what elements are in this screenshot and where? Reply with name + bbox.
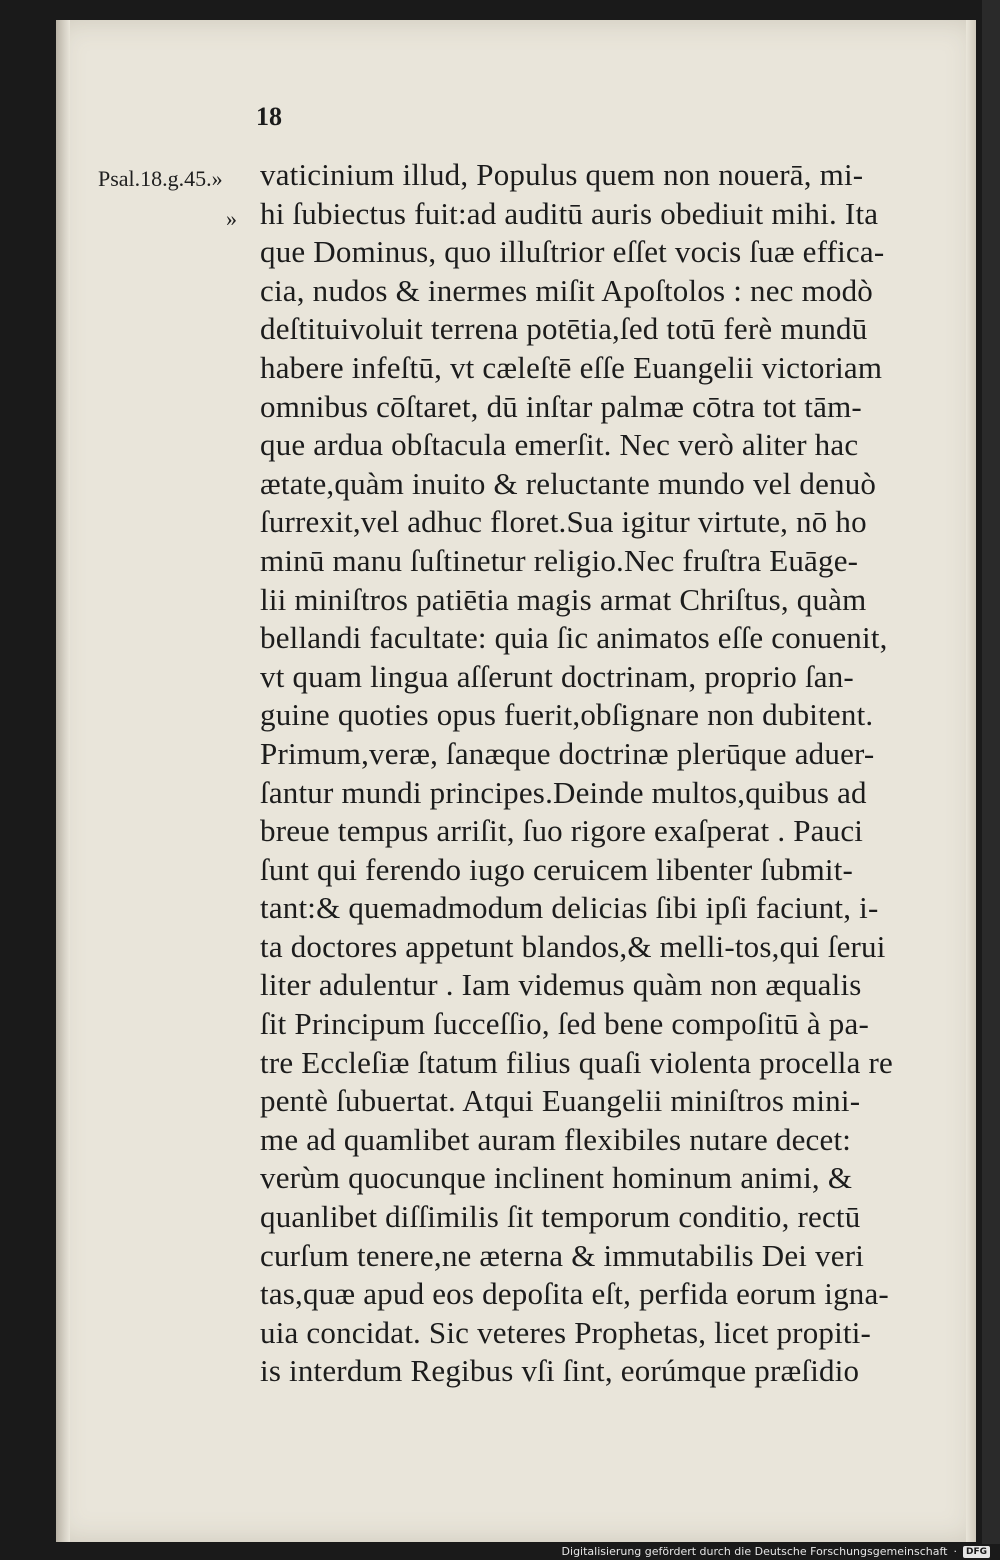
text-line: lii miniſtros patiētia magis armat Chriſtus, quàm xyxy=(260,581,867,617)
text-line: habere infeſtū, vt cæleſtē eſſe Euangelii victoriam xyxy=(260,349,883,385)
text-line: tas,quæ apud eos depoſita eſt, perfida eorum igna- xyxy=(260,1276,889,1312)
text-line: ſit Principum ſucceſſio, ſed bene compoſitū à pa- xyxy=(260,1006,869,1042)
dfg-logo: DFG xyxy=(963,1546,990,1558)
text-line: ta doctores appetunt blandos,& melli-tos,qui ſerui xyxy=(260,928,886,964)
text-line: curſum tenere,ne æterna & immutabilis Dei veri xyxy=(260,1237,865,1273)
text-line: minū manu ſuſtinetur religio.Nec fruſtra Euāge- xyxy=(260,542,859,578)
text-line: tre Eccleſiæ ſtatum filius quaſi violenta procella re xyxy=(260,1044,893,1080)
margin-citation: Psal.18.g.45.» xyxy=(98,166,223,191)
page-gutter-shadow xyxy=(56,20,70,1542)
scanner-colorbar xyxy=(982,0,1000,1544)
separator: · xyxy=(953,1545,957,1558)
text-line: me ad quamlibet auram flexibiles nutare decet: xyxy=(260,1121,852,1157)
text-line: breue tempus arriſit, ſuo rigore exaſperat . Pauci xyxy=(260,813,864,849)
page-edge-shadow xyxy=(966,20,976,1542)
text-line: ætate,quàm inuito & reluctante mundo vel denuò xyxy=(260,465,877,501)
text-line: omnibus cōſtaret, dū inſtar palmæ cōtra tot tām- xyxy=(260,388,862,424)
text-line: ſurrexit,vel adhuc floret.Sua igitur virtute, nō ho xyxy=(260,504,867,540)
footer-credit: Digitalisierung gefördert durch die Deutsche Forschungsgemeinschaft xyxy=(561,1545,948,1558)
body-text xyxy=(260,156,893,1391)
text-line: bellandi facultate: quia ſic animatos eſſe conuenit, xyxy=(260,620,888,656)
text-line: is interdum Regibus vſi ſint, eorúmque præſidio xyxy=(260,1353,860,1389)
digitization-footer xyxy=(562,1545,990,1558)
text-line: vt quam lingua aſſerunt doctrinam, proprio ſan- xyxy=(260,658,854,694)
text-line: pentè ſubuertat. Atqui Euangelii miniſtros mini- xyxy=(260,1083,861,1119)
page-number: 18 xyxy=(256,102,282,131)
text-line: tant:& quemadmodum delicias ſibi ipſi faciunt, i- xyxy=(260,890,879,926)
text-line: vaticinium illud, Populus quem non nouerā, mi- xyxy=(260,157,864,192)
text-line: guine quoties opus fuerit,obſignare non dubitent. xyxy=(260,697,874,733)
text-line: quanlibet diſſimilis ſit temporum conditio, rectū xyxy=(260,1199,861,1235)
text-line: verùm quocunque inclinent hominum animi, & xyxy=(260,1160,853,1196)
book-page xyxy=(56,20,976,1542)
text-line: hi ſubiectus fuit:ad auditū auris obediuit mihi. Ita xyxy=(260,195,879,231)
text-line: ſantur mundi principes.Deinde multos,quibus ad xyxy=(260,774,867,810)
margin-quote-mark: » xyxy=(226,206,237,231)
text-line: Primum,veræ, ſanæque doctrinæ plerūque aduer- xyxy=(260,735,875,771)
text-line: uia concidat. Sic veteres Prophetas, licet propiti- xyxy=(260,1314,872,1350)
text-line: ſunt qui ferendo iugo ceruicem libenter ſubmit- xyxy=(260,851,854,887)
text-line: liter adulentur . Iam videmus quàm non æqualis xyxy=(260,967,862,1003)
text-line: que ardua obſtacula emerſit. Nec verò aliter hac xyxy=(260,427,859,463)
text-line: que Dominus, quo illuſtrior eſſet vocis ſuæ effica- xyxy=(260,234,885,270)
text-line: deſtituivoluit terrena potētia,ſed totū ferè mundū xyxy=(260,311,868,347)
text-line: cia, nudos & inermes miſit Apoſtolos : nec modò xyxy=(260,272,873,308)
